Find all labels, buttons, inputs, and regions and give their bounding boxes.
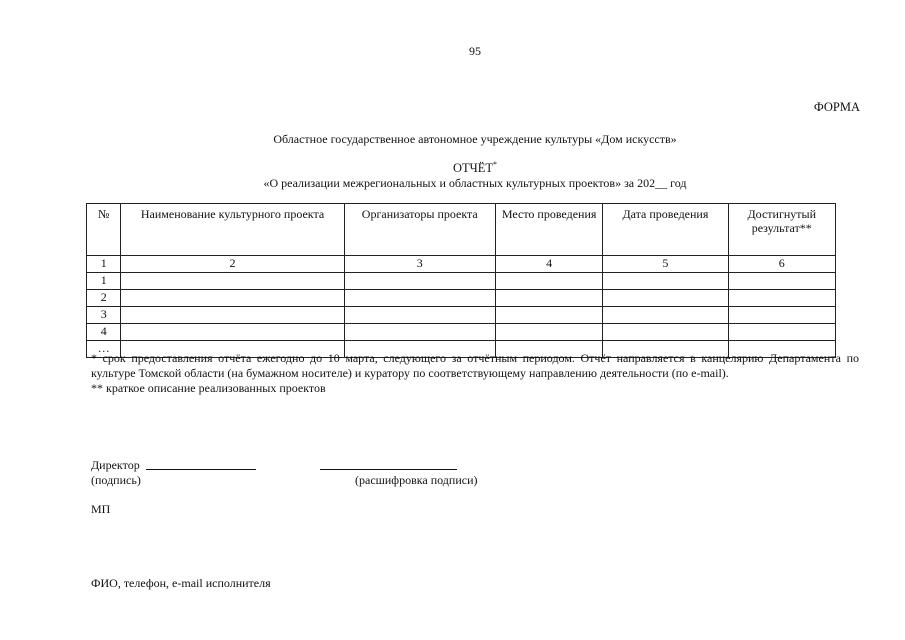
table-cell[interactable] xyxy=(344,307,495,324)
column-number-row xyxy=(87,256,836,273)
table-cell[interactable] xyxy=(728,290,835,307)
signature-decoding-line[interactable] xyxy=(320,469,457,470)
table-cell[interactable] xyxy=(603,290,728,307)
signature-caption: (подпись) xyxy=(91,473,141,487)
signature-line[interactable] xyxy=(146,469,256,470)
director-label: Директор xyxy=(91,458,140,472)
column-number: 1 xyxy=(87,256,121,273)
report-title-mark: * xyxy=(493,160,498,169)
table-cell[interactable] xyxy=(495,290,602,307)
row-number: 2 xyxy=(87,290,121,307)
column-number: 3 xyxy=(344,256,495,273)
table-cell[interactable] xyxy=(495,273,602,290)
column-number: 5 xyxy=(603,256,728,273)
table-cell[interactable] xyxy=(495,324,602,341)
row-number: 4 xyxy=(87,324,121,341)
table-cell[interactable] xyxy=(121,307,344,324)
header-number: № xyxy=(87,204,121,256)
table-cell[interactable] xyxy=(344,290,495,307)
executor-label: ФИО, телефон, e-mail исполнителя xyxy=(91,576,271,590)
column-number: 6 xyxy=(728,256,835,273)
table-row xyxy=(87,290,836,307)
table-cell[interactable] xyxy=(121,290,344,307)
table-row xyxy=(87,307,836,324)
table-cell[interactable] xyxy=(344,273,495,290)
report-table xyxy=(86,203,836,358)
row-number: 3 xyxy=(87,307,121,324)
table-cell[interactable] xyxy=(728,273,835,290)
table-row xyxy=(87,324,836,341)
footnotes xyxy=(91,351,859,396)
report-subtitle: «О реализации межрегиональных и областных культурных проектов» за 202__ год xyxy=(263,176,687,190)
stamp-label: МП xyxy=(91,502,111,516)
header-result: Достигнутый результат** xyxy=(728,204,835,256)
form-label: ФОРМА xyxy=(813,100,860,114)
table-cell[interactable] xyxy=(603,307,728,324)
column-number: 2 xyxy=(121,256,344,273)
table-cell[interactable] xyxy=(603,324,728,341)
table-cell[interactable] xyxy=(495,307,602,324)
table-header-row xyxy=(87,204,836,256)
row-number: … xyxy=(87,341,121,358)
report-title xyxy=(0,160,905,176)
table-row xyxy=(87,273,836,290)
organization-name: Областное государственное автономное учреждение культуры «Дом искусств» xyxy=(273,132,677,146)
footnote-result: ** краткое описание реализованных проектов xyxy=(91,381,326,395)
table-cell[interactable] xyxy=(728,307,835,324)
page-number: 95 xyxy=(469,44,481,58)
header-organizers: Организаторы проекта xyxy=(344,204,495,256)
header-date: Дата проведения xyxy=(603,204,728,256)
table-cell[interactable] xyxy=(344,324,495,341)
footnote-deadline: * срок предоставления отчёта ежегодно до 10 марта, следующего за отчётным периодом. Отчёт направляется в канцелярию Департамента по культуре Томской области (на бумажном носителе) и куратору по соответствующему направлению деятельности (по e-mail). xyxy=(91,351,859,380)
report-title-text: ОТЧЁТ xyxy=(452,161,494,176)
table-cell[interactable] xyxy=(121,273,344,290)
table-cell[interactable] xyxy=(603,273,728,290)
header-venue: Место проведения xyxy=(495,204,602,256)
table-cell[interactable] xyxy=(121,324,344,341)
header-project-name: Наименование культурного проекта xyxy=(121,204,344,256)
column-number: 4 xyxy=(495,256,602,273)
decoding-caption: (расшифровка подписи) xyxy=(355,473,478,487)
table-cell[interactable] xyxy=(728,324,835,341)
row-number: 1 xyxy=(87,273,121,290)
